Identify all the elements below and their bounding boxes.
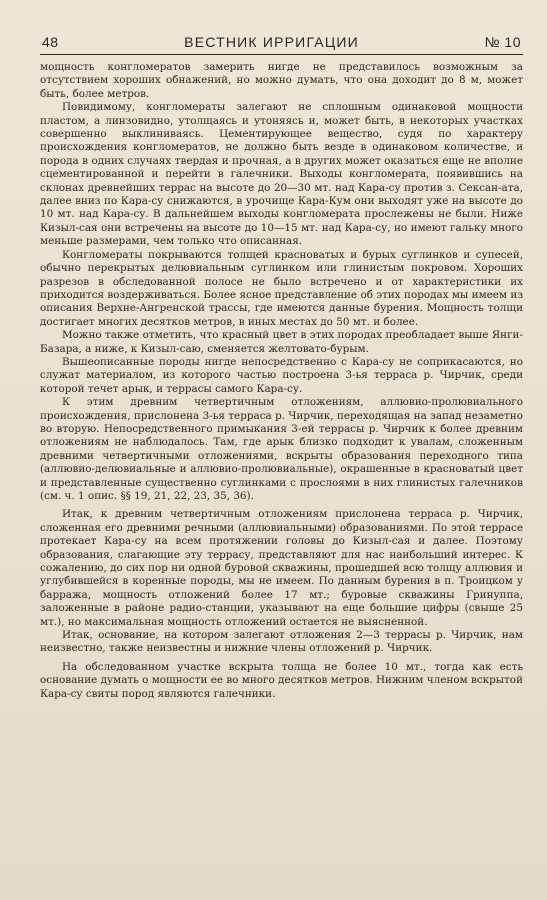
paragraph-4: Можно также отметить, что красный цвет в этих породах преобладает выше Янги-Базара, а ниже, к Кизыл-саю, сменяется желтовато-бурым. [40,329,523,355]
issue-number: № 10 [484,34,521,50]
paragraph-8: Итак, основание, на котором залегают отложения 2—3 террасы р. Чирчик, нам неизвестно, также неизвестны и нижние члены отложений р. Чирчик. [40,629,523,655]
paragraph-2: Повидимому, конгломераты залегают не сплошным одинаковой мощности пластом, а линзовидно, утолщаясь и утоняясь и, может быть, в некоторых участках совершенно выклиниваясь. Цементирующее вещество, судя по характеру происхождения конгломератов, не должно быть везде в одинаковом количестве, и порода в одних случаях твердая и прочная, а в других может оказаться еще не вполне сцементированной и перейти в галечники. Выходы конгломерата, появившись на склонах древнейших террас на высоте до 20—30 мт. над Кара-су против з. Сексан-ата, далее вниз по Кара-су снижаются, в урочище Кара-Кум они выходят уже на высоте до 10 мт. над Кара-су. В дальнейшем выходы конгломерата прослежены не были. Ниже Кизыл-сая они встречены на высоте до 10—15 мт. над Кара-су, но имеют гальку много меньше размерами, чем только что описанная. [40,101,523,248]
paragraph-3: Конгломераты покрываются толщей красноватых и бурых суглинков и супесей, обычно перекрытых делювиальным суглинком или глинистым покровом. Хороших разрезов в обследованной полосе не было встречено и от характеристики их приходится воздерживаться. Более ясное представление об этих породах мы имеем из описания Верхне-Ангренской трассы, где имеются данные бурения. Мощность толщи достигает многих десятков метров, в иных местах до 50 мт. и более. [40,248,523,328]
paragraph-1: мощность конгломератов замерить нигде не представилось возможным за отсутствием хороших обнажений, но можно думать, что она доходит до 8 м, может быть, более метров. [40,61,523,100]
paragraph-9: На обследованном участке вскрыта толща не более 10 мт., тогда как есть основание думать о мощности ее во много десятков метров. Нижним членом вскрытой Кара-су свиты пород являются галечники. [40,660,523,700]
page-number: 48 [42,34,59,50]
paragraph-7: Итак, к древним четвертичным отложениям прислонена терраса р. Чирчик, сложенная его древними речными (аллювиальными) образованиями. По этой террасе протекает Кара-су на всем протяжении головы до Кизыл-сая и далее. Поэтому образования, слагающие эту террасу, представляют для нас наибольший интерес. К сожалению, до сих пор ни одной буровой скважины, прошедшей всю толщу аллювия и углубившейся в коренные породы, мы не имеем. По данным бурения в п. Троицком у барража, мощность отложений более 17 мт.; буровые скважины Гринуппа, заложенные в районе радио-станции, указывают на еще большие цифры (свыше 25 мт.), но максимальная мощность отложений остается не выясненной. [40,508,523,628]
page-header [40,16,523,55]
journal-title: ВЕСТНИК ИРРИГАЦИИ [184,34,359,50]
paragraph-5: Вышеописанные породы нигде непосредственно с Кара-су не соприкасаются, но служат материалом, из которого частью построена 3-ья терраса р. Чирчик, среди которой течет арык, и террасы самого Кара-су. [40,355,523,395]
article-body [40,61,523,701]
paragraph-6: К этим древним четвертичным отложениям, аллювио-пролювиального происхождения, прислонена 3-ья терраса р. Чирчик, переходящая на запад незаметно во вторую. Непосредственного примыкания 3-ей террасы р. Чирчик к более древним отложениям не наблюдалось. Там, где арык близко подходит к увалам, сложенным древними четвертичными отложениями, вскрыты образования переходного типа (аллювио-делювиальные и аллювио-пролювиальные), окрашенные в красноватый цвет и представленные существенно суглинками с прослоями в них глинистых галечников (см. ч. 1 опис. §§ 19, 21, 22, 23, 35, 36). [40,396,523,502]
